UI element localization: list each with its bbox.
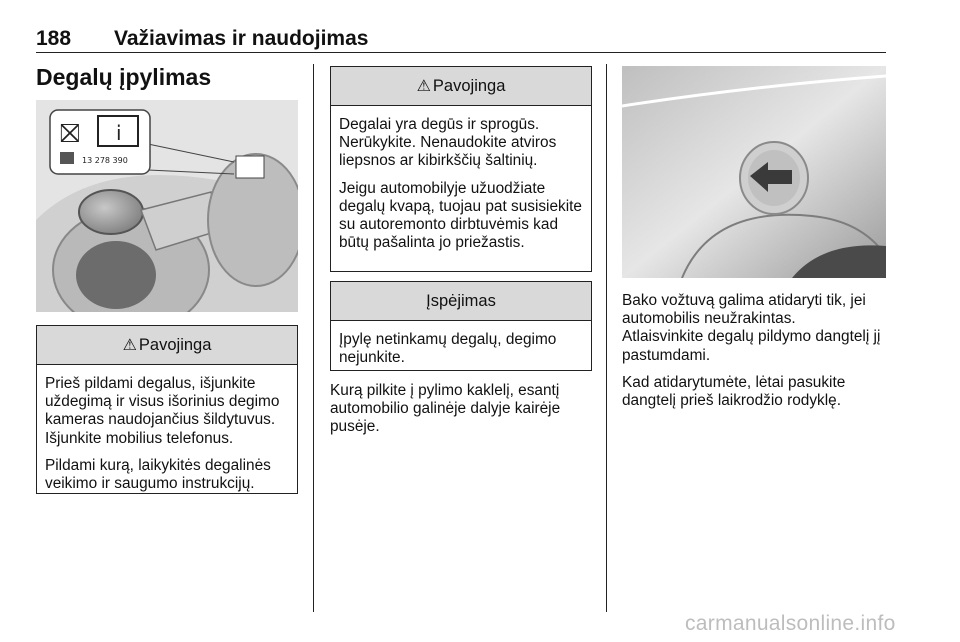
manual-icon: i bbox=[116, 121, 122, 145]
danger-box-middle bbox=[330, 66, 592, 272]
fuel-flap-drawing bbox=[36, 100, 298, 312]
danger-paragraph: Pildami kurą, laikykitės degalinės veikimo ir saugumo instrukcijų. bbox=[45, 456, 271, 493]
column-divider-1 bbox=[313, 64, 314, 612]
right-column-text bbox=[622, 292, 886, 419]
danger-box-middle-header bbox=[331, 67, 591, 106]
fuel-door-drawing bbox=[622, 66, 886, 278]
open-instruction: Kad atidarytumėte, lėtai pasukite dangtelį prieš laikrodžio rodyklę. bbox=[622, 373, 846, 410]
danger-heading: Pavojinga bbox=[138, 336, 212, 354]
column-divider-2 bbox=[606, 64, 607, 612]
page-header bbox=[36, 22, 886, 53]
page-number: 188 bbox=[36, 27, 72, 50]
danger-heading: Pavojinga bbox=[432, 77, 506, 95]
section-title: Degalų įpylimas bbox=[36, 64, 212, 90]
warning-triangle-icon: ⚠ bbox=[122, 337, 137, 354]
fuel-door-illustration bbox=[622, 66, 886, 278]
danger-paragraph: Jeigu automobilyje užuodžiate degalų kvapą, tuojau pat susisiekite su autoremonto dirbtuvėmis kad būtų pašalinta jo priežastis. bbox=[339, 179, 582, 252]
danger-box-left bbox=[36, 325, 298, 494]
unlock-instruction: Bako vožtuvą galima atidaryti tik, jei automobilis neužrakintas. Atlaisvinkite degalų pildymo dangtelį jį pastumdami. bbox=[622, 292, 881, 364]
danger-paragraph: Degalai yra degūs ir sprogūs. Nerūkykite. Nenaudokite atviros liepsnos ar kibirkščių šaltinių. bbox=[339, 116, 557, 170]
caution-box-header bbox=[331, 282, 591, 321]
filling-instruction: Kurą pilkite į pylimo kaklelį, esantį automobilio galinėje dalyje kairėje pusėje. bbox=[330, 382, 561, 436]
caution-heading: Įspėjimas bbox=[426, 292, 496, 310]
caution-paragraph: Įpylę netinkamų degalų, degimo nejunkite. bbox=[339, 331, 557, 367]
danger-paragraph: Prieš pildami degalus, išjunkite uždegimą ir visus išorinius degimo kameras naudojančius šildytuvus. Išjunkite mobilius telefonus. bbox=[45, 375, 280, 447]
watermark: carmanualsonline.info bbox=[685, 612, 896, 635]
fuel-flap-illustration bbox=[36, 100, 298, 312]
no-fire-icon: ⛝ bbox=[60, 119, 80, 149]
caution-box bbox=[330, 281, 592, 371]
running-title: Važiavimas ir naudojimas bbox=[114, 27, 369, 50]
label-code: 13 278 390 bbox=[82, 156, 128, 165]
warning-triangle-icon: ⚠ bbox=[416, 78, 431, 95]
danger-box-left-header bbox=[37, 326, 297, 365]
